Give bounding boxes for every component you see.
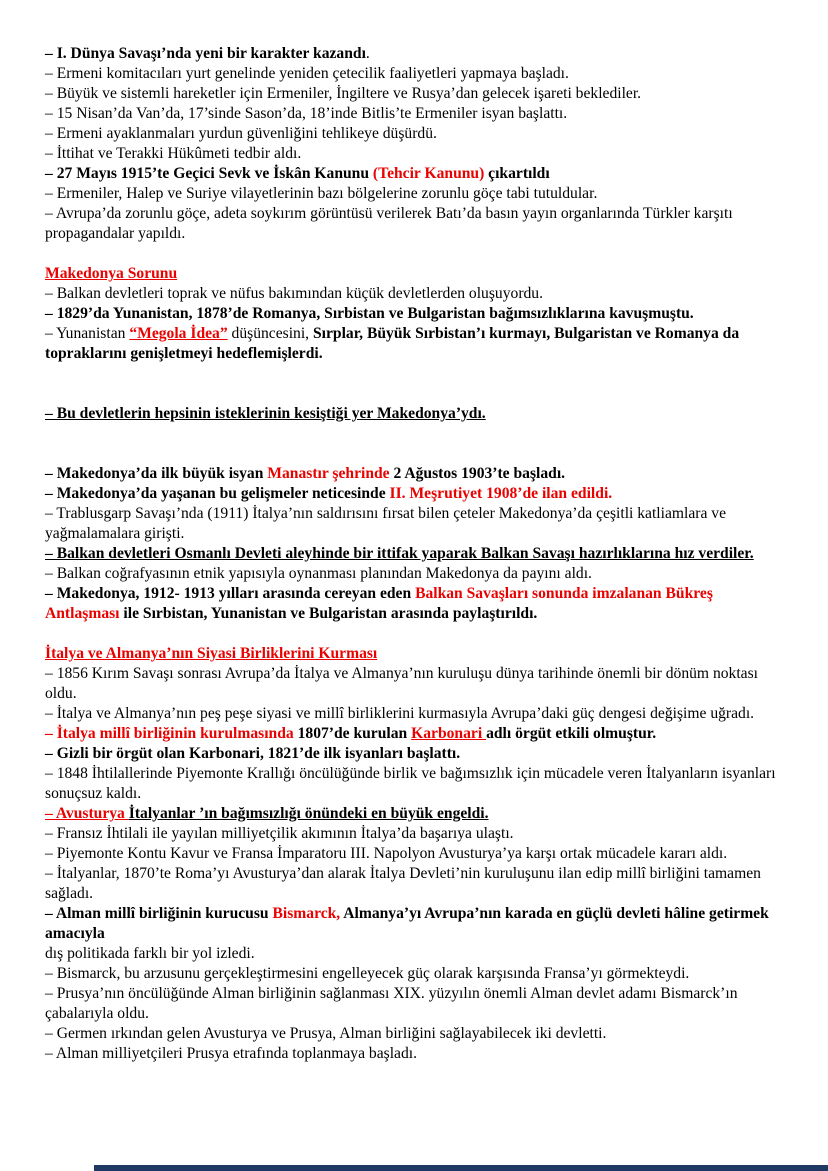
paragraph (45, 144, 788, 164)
text-run: – İtalya ve Almanya’nın peş peşe siyasi ve millî birliklerini kurmasıyla Avrupa’daki güç dengesi değişime uğradı. (45, 705, 755, 722)
text-run: – Makedonya, 1912- 1913 yılları arasında cereyan eden (45, 585, 416, 602)
paragraph (45, 984, 788, 1024)
text-run: – Yunanistan (45, 325, 130, 342)
blank-line (45, 624, 788, 644)
text-run: – 1829’da Yunanistan, 1878’de Romanya, Sırbistan ve Bulgaristan bağımsızlıklarına kavuşmuştu. (45, 305, 694, 322)
document-body (45, 44, 788, 1064)
text-run: – Germen ırkından gelen Avusturya ve Prusya, Alman birliğini sağlayabilecek iki devletti. (45, 1025, 607, 1042)
paragraph (45, 704, 788, 724)
text-run: – İtalya millî birliğinin kurulmasında (45, 725, 298, 742)
text-run: – Bu devletlerin hepsinin isteklerinin kesiştiği yer Makedonya’ydı. (45, 405, 486, 422)
section-heading (45, 644, 788, 664)
paragraph (45, 64, 788, 84)
text-run: dış politikada farklı bir yol izledi. (45, 945, 255, 962)
text-run: Makedonya Sorunu (45, 265, 178, 282)
text-run: – Makedonya’da ilk büyük isyan (45, 465, 268, 482)
text-run: – Ermeni komitacıları yurt genelinde yeniden çetecilik faaliyetleri yapmaya başladı. (45, 65, 569, 82)
text-run: Sırplar, Büyük Sırbistan’ı kurmayı, Bulgaristan ve Romanya da topraklarını genişletmeyi hedeflemişlerdi. (45, 325, 740, 362)
paragraph (45, 204, 788, 244)
blank-line (45, 384, 788, 404)
paragraph (45, 824, 788, 844)
blank-line (45, 364, 788, 384)
text-run: Almanya’yı Avrupa’nın karada en güçlü devleti hâline getirmek amacıyla (45, 905, 769, 942)
text-run: ile Sırbistan, Yunanistan ve Bulgaristan arasında paylaştırıldı. (119, 605, 538, 622)
paragraph (45, 44, 788, 64)
text-run: İtalyanlar ’ın bağımsızlığı önündeki en büyük engeldi. (128, 805, 489, 822)
text-run: adlı örgüt etkili olmuştur. (486, 725, 657, 742)
text-run: – Balkan coğrafyasının etnik yapısıyla oynanması planından Makedonya da payını aldı. (45, 565, 592, 582)
paragraph (45, 464, 788, 484)
paragraph (45, 804, 788, 824)
text-run: çıkartıldı (484, 165, 550, 182)
text-run: – İtalyanlar, 1870’te Roma’yı Avusturya’dan alarak İtalya Devleti’nin kuruluşunu ilan edip millî birliğini tamamen sağladı. (45, 865, 761, 902)
paragraph (45, 404, 788, 424)
text-run: – İttihat ve Terakki Hükûmeti tedbir aldı. (45, 145, 302, 162)
text-run: – Gizli bir örgüt olan Karbonari, 1821’de ilk isyanları başlattı. (45, 745, 461, 762)
paragraph (45, 864, 788, 904)
text-run: 1807’de kurulan (297, 725, 412, 742)
text-run: düşüncesini, (227, 325, 313, 342)
text-run: (Tehcir Kanunu) (372, 165, 485, 182)
text-run: Bismarck, (272, 905, 341, 922)
paragraph (45, 304, 788, 324)
blank-line (45, 444, 788, 464)
paragraph (45, 564, 788, 584)
paragraph (45, 584, 788, 624)
text-run: Manastır şehrinde (267, 465, 390, 482)
text-run: . (365, 45, 370, 62)
paragraph (45, 744, 788, 764)
paragraph (45, 904, 788, 964)
text-run: – Makedonya’da yaşanan bu gelişmeler neticesinde (45, 485, 390, 502)
text-run: “Megola İdea” (129, 325, 228, 342)
text-run: II. Meşrutiyet 1908’de ilan edildi. (389, 485, 613, 502)
text-run: – Balkan devletleri Osmanlı Devleti aleyhinde bir ittifak yaparak Balkan Savaşı hazırlıklarına hız verdiler. (45, 545, 754, 562)
text-run: – Alman millî birliğinin kurucusu (45, 905, 273, 922)
next-page-table-edge (94, 1165, 828, 1171)
text-run: – Prusya’nın öncülüğünde Alman birliğinin sağlanması XIX. yüzyılın önemli Alman devlet adamı Bismarck’ın çabalarıyla oldu. (45, 985, 738, 1022)
paragraph (45, 104, 788, 124)
text-run: Balkan Savaşları sonunda imzalanan Bükreş Antlaşması (45, 585, 713, 622)
paragraph (45, 324, 788, 364)
paragraph (45, 504, 788, 544)
text-run: – Bismarck, bu arzusunu gerçekleştirmesini engelleyecek güç olarak karşısında Fransa’yı görmekteydi. (45, 965, 690, 982)
paragraph (45, 1044, 788, 1064)
text-run: Karbonari (411, 725, 487, 742)
paragraph (45, 764, 788, 804)
paragraph (45, 844, 788, 864)
text-run: 2 Ağustos 1903’te başladı. (389, 465, 566, 482)
paragraph (45, 484, 788, 504)
paragraph (45, 964, 788, 984)
paragraph (45, 284, 788, 304)
text-run: – Avrupa’da zorunlu göçe, adeta soykırım görüntüsü verilerek Batı’da basın yayın organlarında Türkler karşıtı propagandalar yapıldı. (45, 205, 733, 242)
text-run: – Ermeniler, Halep ve Suriye vilayetlerinin bazı bölgelerine zorunlu göçe tabi tutuldular. (45, 185, 598, 202)
text-run: – Büyük ve sistemli hareketler için Ermeniler, İngiltere ve Rusya’dan gelecek işareti beklediler. (45, 85, 642, 102)
paragraph (45, 164, 788, 184)
text-run: – 1848 İhtilallerinde Piyemonte Krallığı öncülüğünde birlik ve bağımsızlık için mücadele veren İtalyanların isyanları sonuçsuz kaldı. (45, 765, 776, 802)
paragraph (45, 1024, 788, 1044)
paragraph (45, 664, 788, 704)
paragraph (45, 124, 788, 144)
text-run: – Avusturya (45, 805, 129, 822)
paragraph (45, 724, 788, 744)
text-run: – Ermeni ayaklanmaları yurdun güvenliğini tehlikeye düşürdü. (45, 125, 437, 142)
text-run: – Trablusgarp Savaşı’nda (1911) İtalya’nın saldırısını fırsat bilen çeteler Makedonya’da çeşitli katliamlara ve yağmalamalara girişti. (45, 505, 727, 542)
paragraph (45, 184, 788, 204)
text-run: – 15 Nisan’da Van’da, 17’sinde Sason’da, 18’inde Bitlis’te Ermeniler isyan başlattı. (45, 105, 568, 122)
text-run: İtalya ve Almanya’nın Siyasi Birliklerini Kurması (45, 645, 378, 662)
blank-line (45, 424, 788, 444)
paragraph (45, 544, 788, 564)
text-run: – I. Dünya Savaşı’nda yeni bir karakter kazandı (45, 45, 366, 62)
text-run: – 27 Mayıs 1915’te Geçici Sevk ve İskân Kanunu (45, 165, 373, 182)
text-run: – Piyemonte Kontu Kavur ve Fransa İmparatoru III. Napolyon Avusturya’ya karşı ortak mücadele kararı aldı. (45, 845, 728, 862)
text-run: – Balkan devletleri toprak ve nüfus bakımından küçük devletlerden oluşuyordu. (45, 285, 544, 302)
text-run: – Fransız İhtilali ile yayılan milliyetçilik akımının İtalya’da başarıya ulaştı. (45, 825, 514, 842)
text-run: – Alman milliyetçileri Prusya etrafında toplanmaya başladı. (45, 1045, 417, 1062)
paragraph (45, 84, 788, 104)
blank-line (45, 244, 788, 264)
text-run: – 1856 Kırım Savaşı sonrası Avrupa’da İtalya ve Almanya’nın kuruluşu dünya tarihinde önemli bir dönüm noktası oldu. (45, 665, 758, 702)
section-heading (45, 264, 788, 284)
